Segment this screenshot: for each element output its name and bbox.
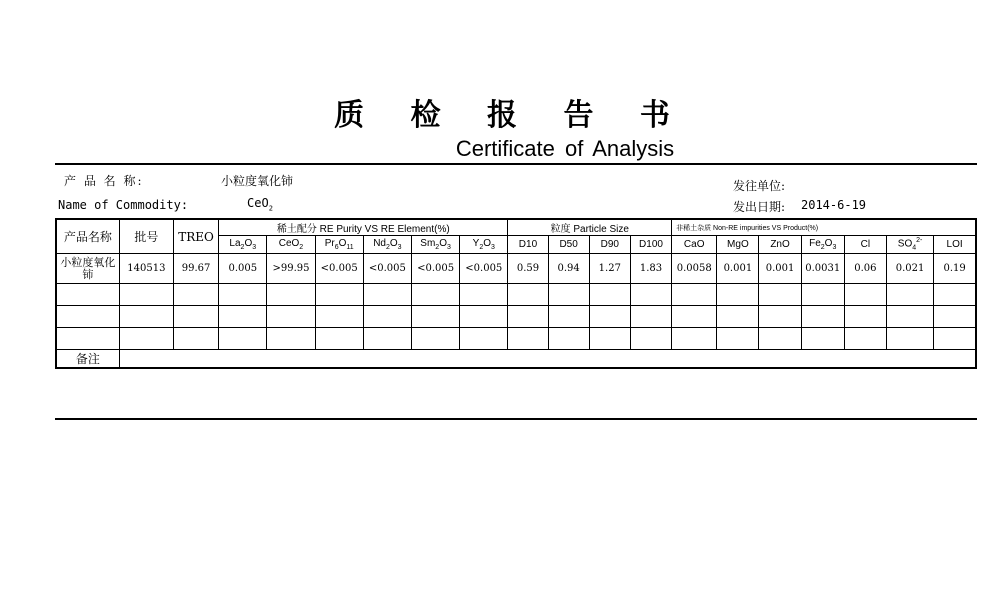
header-non-re-impurities: 非稀土杂质 Non-RE impurities VS Product(%)	[672, 219, 976, 236]
cell-treo: 99.67	[173, 254, 218, 284]
bottom-rule	[55, 418, 977, 420]
col-y2o3: $Y_2O_3$	[460, 236, 508, 254]
cell-d10: 0.59	[508, 254, 548, 284]
col-zno: ZnO	[759, 236, 801, 254]
commodity-label: Name of Commodity:	[58, 198, 189, 212]
cell-mgo: 0.001	[717, 254, 759, 284]
cell-sm2o3: <0.005	[411, 254, 459, 284]
analysis-table	[55, 218, 977, 369]
cell-la2o3: 0.005	[219, 254, 267, 284]
cell-d90: 1.27	[589, 254, 630, 284]
col-mgo: MgO	[717, 236, 759, 254]
cell-zno: 0.001	[759, 254, 801, 284]
cell-ceo2: >99.95	[267, 254, 315, 284]
cell-pr6o11: <0.005	[315, 254, 363, 284]
cell-fe2o3: 0.0031	[801, 254, 844, 284]
table-row	[56, 328, 976, 350]
col-cl: Cl	[844, 236, 886, 254]
product-name-value: 小粒度氧化铈	[221, 174, 294, 188]
table-row	[56, 254, 976, 284]
cell-cl: 0.06	[844, 254, 886, 284]
col-fe2o3: $Fe_2O_3$	[801, 236, 844, 254]
header-particle-size: 粒度 Particle Size	[508, 219, 672, 236]
issue-date-label: 发出日期:	[733, 200, 786, 214]
cell-so4: 0.021	[886, 254, 933, 284]
commodity-formula	[247, 196, 273, 212]
header-batch: 批号	[119, 219, 173, 254]
col-sm2o3: $Sm_2O_3$	[411, 236, 459, 254]
header-product-name: 产品名称	[56, 219, 119, 254]
product-name-label: 产 品 名 称:	[64, 174, 144, 188]
col-ceo2: CeO$_2$	[267, 236, 315, 254]
issuer-label: 发往单位:	[733, 179, 786, 193]
commodity-formula-sub: 2	[268, 204, 273, 213]
col-so4: $SO_4^{2-}$	[886, 236, 933, 254]
header-re-purity: 稀土配分 RE Purity VS RE Element(%)	[219, 219, 508, 236]
cell-cao: 0.0058	[672, 254, 717, 284]
col-d50: D50	[548, 236, 589, 254]
col-la2o3: $La_2O_3$	[219, 236, 267, 254]
cell-product: 小粒度氧化铈	[56, 254, 119, 284]
table-row	[56, 306, 976, 328]
page-title-english: Certificate of Analysis	[455, 136, 675, 161]
remarks-value	[119, 350, 976, 369]
remarks-row	[56, 350, 976, 369]
issue-date-value: 2014-6-19	[801, 198, 867, 212]
remarks-label: 备注	[56, 350, 119, 369]
top-rule	[55, 163, 977, 165]
cell-nd2o3: <0.005	[363, 254, 411, 284]
page-title-chinese: 质 检 报 告 书	[334, 98, 688, 133]
col-loi: LOI	[934, 236, 976, 254]
col-cao: CaO	[672, 236, 717, 254]
col-d100: D100	[630, 236, 671, 254]
col-nd2o3: $Nd_2O_3$	[363, 236, 411, 254]
cell-y2o3: <0.005	[460, 254, 508, 284]
header-treo: TREO	[173, 219, 218, 254]
commodity-formula-base: CeO	[247, 196, 269, 210]
col-d90: D90	[589, 236, 630, 254]
table-row	[56, 284, 976, 306]
cell-batch: 140513	[119, 254, 173, 284]
cell-d50: 0.94	[548, 254, 589, 284]
cell-loi: 0.19	[934, 254, 976, 284]
col-d10: D10	[508, 236, 548, 254]
cell-d100: 1.83	[630, 254, 671, 284]
col-pr6o11: $Pr_6O_{11}$	[315, 236, 363, 254]
